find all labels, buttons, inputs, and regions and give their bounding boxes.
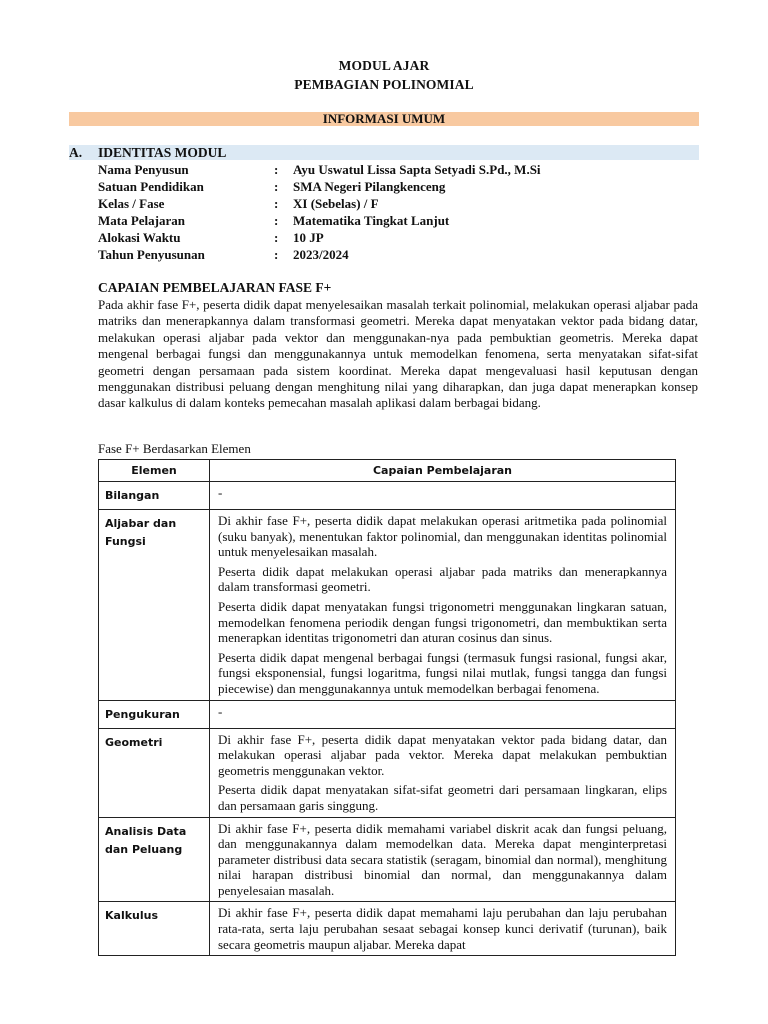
element-cell: Analisis Data dan Peluang xyxy=(99,817,210,902)
table-row xyxy=(99,902,676,956)
element-cell: Geometri xyxy=(99,728,210,817)
section-heading-text: IDENTITAS MODUL xyxy=(98,145,227,160)
capaian-text: Di akhir fase F+, peserta didik dapat melakukan operasi aritmetika pada polinomial (suku banyak), menentukan faktor polinomial, dan menggunakan identitas polinomial untuk menyelesaikan masalah. xyxy=(218,513,667,560)
identity-colon: : xyxy=(274,247,279,262)
column-header-elemen: Elemen xyxy=(99,460,210,482)
element-cell: Aljabar dan Fungsi xyxy=(99,510,210,701)
capaian-cell xyxy=(210,700,676,728)
identity-label: Nama Penyusun xyxy=(98,162,189,177)
capaian-text: Di akhir fase F+, peserta didik dapat menyatakan vektor pada bidang datar, dan melakukan operasi aljabar pada vektor. Mereka dapat melakukan pembuktian geometris menggunakan vektor. xyxy=(218,731,667,778)
capaian-text: - xyxy=(218,485,223,500)
capaian-cell xyxy=(210,482,676,510)
identity-value: Matematika Tingkat Lanjut xyxy=(293,213,450,228)
identity-colon: : xyxy=(274,179,279,194)
identity-label: Tahun Penyusunan xyxy=(98,247,205,262)
document-subtitle: PEMBAGIAN POLINOMIAL xyxy=(294,77,474,92)
capaian-cell xyxy=(210,902,676,956)
identity-value: XI (Sebelas) / F xyxy=(293,196,379,211)
identity-label: Mata Pelajaran xyxy=(98,213,186,228)
capaian-heading: CAPAIAN PEMBELAJARAN FASE F+ xyxy=(98,280,332,295)
identity-label: Alokasi Waktu xyxy=(98,230,181,245)
column-header-capaian: Capaian Pembelajaran xyxy=(210,460,676,482)
table-row xyxy=(99,817,676,902)
identity-colon: : xyxy=(274,213,279,228)
table-row xyxy=(99,700,676,728)
capaian-text: Peserta didik dapat menyatakan fungsi trigonometri menggunakan lingkaran satuan, memodelkan fenomena periodik dengan fungsi trigonometri, dan membuktikan serta menerapkan identitas trigonometri dan aturan cosinus dan sinus. xyxy=(218,598,667,646)
table-row xyxy=(99,728,676,817)
identity-value: SMA Negeri Pilangkenceng xyxy=(293,179,446,194)
identity-label: Kelas / Fase xyxy=(98,196,165,211)
capaian-table xyxy=(98,459,676,956)
capaian-cell xyxy=(210,510,676,701)
capaian-paragraph: Pada akhir fase F+, peserta didik dapat menyelesaikan masalah terkait polinomial, melakukan operasi aljabar pada matriks dan menerapkannya dalam transformasi geometri. Mereka dapat menyatakan vektor pada bidang datar, melakukan operasi aljabar pada vektor dan menggunakan-nya pada pembuktian geometris. Mereka dapat mengenal berbagai fungsi dan menggunakannya untuk memodelkan fenomena, serta menyatakan sifat-sifat geometri dengan persamaan pada sistem koordinat. Mereka dapat mengevaluasi hasil keputusan dengan menggunakan distribusi peluang dengan menghitung nilai yang diharapkan, dan juga dapat menerapkan konsep dasar kalkulus di dalam konteks pemecahan masalah aplikasi dalam berbagai bidang. xyxy=(98,297,698,411)
identity-colon: : xyxy=(274,230,279,245)
section-heading-identitas xyxy=(69,145,699,160)
capaian-text: Peserta didik dapat melakukan operasi aljabar pada matriks dan menerapkannya dalam transformasi geometri. xyxy=(218,563,667,595)
table-header-row xyxy=(99,460,676,482)
capaian-cell xyxy=(210,728,676,817)
capaian-text: - xyxy=(218,703,223,719)
document-title: MODUL AJAR xyxy=(338,58,430,73)
identity-colon: : xyxy=(274,196,279,211)
identity-value: Ayu Uswatul Lissa Sapta Setyadi S.Pd., M.Si xyxy=(293,162,541,177)
capaian-text: Di akhir fase F+, peserta didik dapat memahami laju perubahan dan laju perubahan rata-rata, serta laju perubahan sesaat sebagai konsep kunci derivatif (turunan), baik secara geometris maupun aljabar. Mereka dapat xyxy=(218,905,667,952)
identity-value: 10 JP xyxy=(293,230,324,245)
identity-value: 2023/2024 xyxy=(293,247,349,262)
table-row xyxy=(99,482,676,510)
section-letter: A. xyxy=(69,145,83,160)
capaian-text: Di akhir fase F+, peserta didik memahami variabel diskrit acak dan fungsi peluang, dan menggunakannya dalam memodelkan data. Mereka dapat menginterpretasi parameter distribusi data secara statistik (seragam, binomial dan normal), menghitung nilai harapan distribusi binomial dan normal, dan menggunakannya dalam penyelesaian masalah. xyxy=(218,820,667,898)
capaian-text: Peserta didik dapat menyatakan sifat-sifat geometri dari persamaan lingkaran, elips dan persamaan garis singgung. xyxy=(218,782,667,813)
table-caption: Fase F+ Berdasarkan Elemen xyxy=(98,441,251,456)
element-cell: Pengukuran xyxy=(99,700,210,728)
element-cell: Kalkulus xyxy=(99,902,210,956)
capaian-cell xyxy=(210,817,676,902)
identity-colon: : xyxy=(274,162,279,177)
element-cell: Bilangan xyxy=(99,482,210,510)
section-banner-informasi-umum: INFORMASI UMUM xyxy=(69,112,699,126)
table-row xyxy=(99,510,676,701)
identity-label: Satuan Pendidikan xyxy=(98,179,204,194)
capaian-text: Peserta didik dapat mengenal berbagai fungsi (termasuk fungsi rasional, fungsi akar, fungsi eksponensial, fungsi logaritma, fungsi nilai mutlak, fungsi tangga dan fungsi piecewise) dan menggunakannya untuk memodelkan berbagai fenomena. xyxy=(218,649,667,696)
